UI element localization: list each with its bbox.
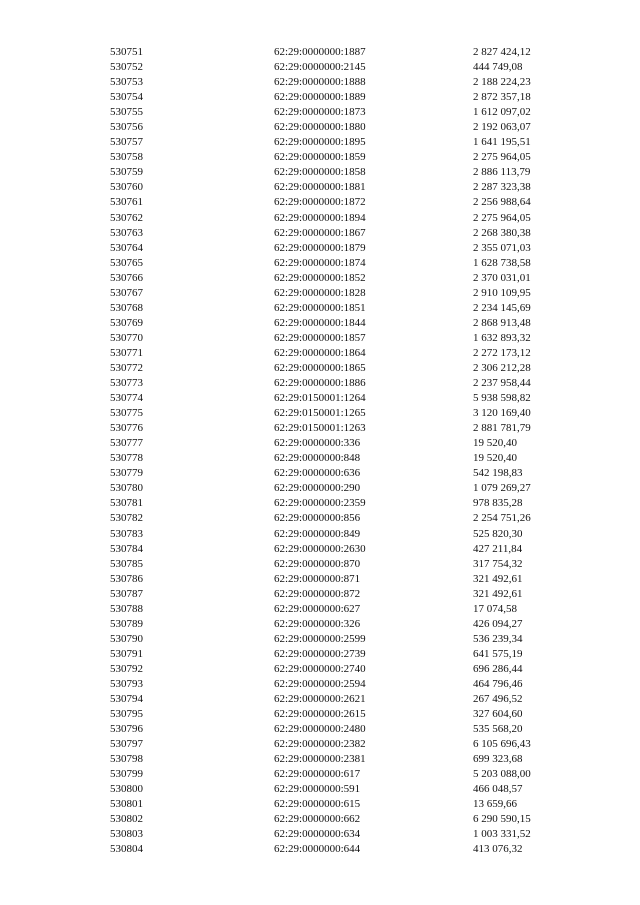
cadastral-value: 696 286,44 (473, 662, 523, 675)
cadastral-number: 62:29:0000000:871 (274, 572, 361, 585)
cadastral-number: 62:29:0000000:2630 (274, 542, 366, 555)
row-number: 530801 (110, 798, 143, 811)
cadastral-value: 327 604,60 (473, 708, 523, 721)
table-body (110, 45, 573, 858)
cadastral-value: 317 754,32 (473, 557, 523, 570)
row-number: 530757 (110, 136, 143, 149)
cadastral-value: 2 256 988,64 (473, 196, 531, 209)
cadastral-value: 2 306 212,28 (473, 361, 531, 374)
cadastral-value: 699 323,68 (473, 753, 523, 766)
cadastral-number: 62:29:0000000:1857 (274, 331, 366, 344)
cadastral-value: 1 628 738,58 (473, 256, 531, 269)
row-number: 530754 (110, 91, 143, 104)
cadastral-value: 2 881 781,79 (473, 422, 531, 435)
cadastral-number: 62:29:0000000:2381 (274, 753, 366, 766)
table-row (110, 782, 573, 797)
row-number: 530792 (110, 662, 143, 675)
table-row (110, 90, 573, 105)
cadastral-value: 2 287 323,38 (473, 181, 531, 194)
table-row (110, 135, 573, 150)
cadastral-number: 62:29:0000000:1874 (274, 256, 366, 269)
row-number: 530758 (110, 151, 143, 164)
cadastral-number: 62:29:0000000:1851 (274, 301, 366, 314)
cadastral-number: 62:29:0000000:1859 (274, 151, 366, 164)
table-row (110, 316, 573, 331)
table-row (110, 496, 573, 511)
cadastral-value: 444 749,08 (473, 61, 523, 74)
table-row (110, 842, 573, 857)
cadastral-value: 2 355 071,03 (473, 241, 531, 254)
cadastral-number: 62:29:0000000:2594 (274, 677, 366, 690)
cadastral-number: 62:29:0150001:1264 (274, 392, 366, 405)
cadastral-value: 978 835,28 (473, 497, 523, 510)
table-row (110, 391, 573, 406)
cadastral-value: 2 268 380,38 (473, 226, 531, 239)
cadastral-number: 62:29:0000000:591 (274, 783, 361, 796)
row-number: 530786 (110, 572, 143, 585)
cadastral-value: 321 492,61 (473, 572, 523, 585)
row-number: 530764 (110, 241, 143, 254)
table-row (110, 707, 573, 722)
cadastral-number: 62:29:0000000:634 (274, 828, 361, 841)
cadastral-number: 62:29:0000000:870 (274, 557, 361, 570)
row-number: 530804 (110, 843, 143, 856)
cadastral-number: 62:29:0000000:1888 (274, 76, 366, 89)
table-row (110, 271, 573, 286)
cadastral-value: 427 211,84 (473, 542, 523, 555)
row-number: 530769 (110, 316, 143, 329)
table-row (110, 722, 573, 737)
cadastral-number: 62:29:0000000:326 (274, 617, 361, 630)
table-row (110, 692, 573, 707)
table-row (110, 737, 573, 752)
row-number: 530788 (110, 602, 143, 615)
cadastral-number: 62:29:0150001:1265 (274, 407, 366, 420)
table-row (110, 226, 573, 241)
table-row (110, 436, 573, 451)
cadastral-number: 62:29:0000000:1895 (274, 136, 366, 149)
table-row (110, 451, 573, 466)
table-row (110, 767, 573, 782)
cadastral-number: 62:29:0000000:1889 (274, 91, 366, 104)
row-number: 530783 (110, 527, 143, 540)
cadastral-number: 62:29:0000000:1880 (274, 121, 366, 134)
row-number: 530798 (110, 753, 143, 766)
table-row (110, 150, 573, 165)
row-number: 530773 (110, 377, 143, 390)
row-number: 530752 (110, 61, 143, 74)
row-number: 530771 (110, 346, 143, 359)
row-number: 530791 (110, 647, 143, 660)
cadastral-number: 62:29:0000000:1872 (274, 196, 366, 209)
cadastral-value: 19 520,40 (473, 437, 517, 450)
table-row (110, 647, 573, 662)
row-number: 530803 (110, 828, 143, 841)
cadastral-number: 62:29:0000000:1887 (274, 46, 366, 58)
cadastral-number: 62:29:0000000:1844 (274, 316, 366, 329)
row-number: 530755 (110, 106, 143, 119)
row-number: 530775 (110, 407, 143, 420)
cadastral-value: 2 910 109,95 (473, 286, 531, 299)
row-number: 530800 (110, 783, 143, 796)
table-row (110, 256, 573, 271)
table-row (110, 361, 573, 376)
cadastral-number: 62:29:0000000:662 (274, 813, 361, 826)
cadastral-number: 62:29:0000000:2145 (274, 61, 366, 74)
cadastral-value: 525 820,30 (473, 527, 523, 540)
cadastral-number: 62:29:0000000:1879 (274, 241, 366, 254)
cadastral-value: 2 872 357,18 (473, 91, 531, 104)
row-number: 530760 (110, 181, 143, 194)
row-number: 530763 (110, 226, 143, 239)
cadastral-value: 1 612 097,02 (473, 106, 531, 119)
cadastral-number: 62:29:0000000:2480 (274, 723, 366, 736)
row-number: 530770 (110, 331, 143, 344)
table-row (110, 421, 573, 436)
row-number: 530772 (110, 361, 143, 374)
cadastral-number: 62:29:0000000:2615 (274, 708, 366, 721)
row-number: 530778 (110, 452, 143, 465)
table-row (110, 827, 573, 842)
table-row (110, 587, 573, 602)
cadastral-value: 426 094,27 (473, 617, 523, 630)
cadastral-number: 62:29:0000000:2740 (274, 662, 366, 675)
cadastral-value: 641 575,19 (473, 647, 523, 660)
table-row (110, 45, 573, 60)
row-number: 530790 (110, 632, 143, 645)
cadastral-value: 1 079 269,27 (473, 482, 531, 495)
table-row (110, 105, 573, 120)
row-number: 530795 (110, 708, 143, 721)
table-row (110, 331, 573, 346)
cadastral-number: 62:29:0000000:2739 (274, 647, 366, 660)
table-row (110, 481, 573, 496)
table-row (110, 662, 573, 677)
table-row (110, 301, 573, 316)
cadastral-value: 2 886 113,79 (473, 166, 531, 179)
cadastral-value: 1 003 331,52 (473, 828, 531, 841)
cadastral-number: 62:29:0150001:1263 (274, 422, 366, 435)
table-row (110, 376, 573, 391)
cadastral-number: 62:29:0000000:627 (274, 602, 361, 615)
row-number: 530785 (110, 557, 143, 570)
cadastral-number: 62:29:0000000:617 (274, 768, 361, 781)
cadastral-value: 413 076,32 (473, 843, 523, 856)
row-number: 530762 (110, 211, 143, 224)
row-number: 530766 (110, 271, 143, 284)
cadastral-number: 62:29:0000000:1881 (274, 181, 366, 194)
row-number: 530776 (110, 422, 143, 435)
cadastral-value: 267 496,52 (473, 693, 523, 706)
table-row (110, 797, 573, 812)
table-row (110, 120, 573, 135)
cadastral-value: 464 796,46 (473, 677, 523, 690)
table-row (110, 511, 573, 526)
cadastral-number: 62:29:0000000:1852 (274, 271, 366, 284)
row-number: 530787 (110, 587, 143, 600)
cadastral-number: 62:29:0000000:1886 (274, 377, 366, 390)
cadastral-number: 62:29:0000000:872 (274, 587, 361, 600)
row-number: 530796 (110, 723, 143, 736)
cadastral-value: 6 290 590,15 (473, 813, 531, 826)
row-number: 530756 (110, 121, 143, 134)
cadastral-value: 535 568,20 (473, 723, 523, 736)
cadastral-number: 62:29:0000000:2621 (274, 693, 366, 706)
table-row (110, 632, 573, 647)
cadastral-number: 62:29:0000000:615 (274, 798, 361, 811)
cadastral-number: 62:29:0000000:2359 (274, 497, 366, 510)
cadastral-value: 2 254 751,26 (473, 512, 531, 525)
row-number: 530799 (110, 768, 143, 781)
cadastral-value: 5 203 088,00 (473, 768, 531, 781)
row-number: 530802 (110, 813, 143, 826)
cadastral-value: 13 659,66 (473, 798, 517, 811)
row-number: 530767 (110, 286, 143, 299)
cadastral-value: 2 827 424,12 (473, 46, 531, 58)
table-row (110, 75, 573, 90)
table-row (110, 60, 573, 75)
row-number: 530794 (110, 693, 143, 706)
cadastral-value: 2 272 173,12 (473, 346, 531, 359)
cadastral-number: 62:29:0000000:290 (274, 482, 361, 495)
cadastral-value: 1 632 893,32 (473, 331, 531, 344)
cadastral-number: 62:29:0000000:1858 (274, 166, 366, 179)
cadastral-value: 321 492,61 (473, 587, 523, 600)
cadastral-value: 466 048,57 (473, 783, 523, 796)
cadastral-value: 6 105 696,43 (473, 738, 531, 751)
table-row (110, 241, 573, 256)
row-number: 530780 (110, 482, 143, 495)
table-row (110, 677, 573, 692)
cadastral-number: 62:29:0000000:636 (274, 467, 361, 480)
cadastral-value: 17 074,58 (473, 602, 517, 615)
cadastral-number: 62:29:0000000:1865 (274, 361, 366, 374)
cadastral-number: 62:29:0000000:1867 (274, 226, 366, 239)
table-row (110, 180, 573, 195)
row-number: 530777 (110, 437, 143, 450)
table-row (110, 572, 573, 587)
cadastral-value: 2 188 224,23 (473, 76, 531, 89)
cadastral-number: 62:29:0000000:1864 (274, 346, 366, 359)
cadastral-number: 62:29:0000000:336 (274, 437, 361, 450)
table-row (110, 617, 573, 632)
table-row (110, 542, 573, 557)
table-row (110, 466, 573, 481)
row-number: 530759 (110, 166, 143, 179)
cadastral-value: 2 192 063,07 (473, 121, 531, 134)
cadastral-number: 62:29:0000000:2599 (274, 632, 366, 645)
table-row (110, 406, 573, 421)
row-number: 530751 (110, 46, 143, 58)
row-number: 530782 (110, 512, 143, 525)
row-number: 530784 (110, 542, 143, 555)
cadastral-value: 19 520,40 (473, 452, 517, 465)
table-row (110, 602, 573, 617)
table-row (110, 211, 573, 226)
cadastral-value: 1 641 195,51 (473, 136, 531, 149)
cadastral-value-table (110, 45, 573, 858)
row-number: 530768 (110, 301, 143, 314)
row-number: 530797 (110, 738, 143, 751)
cadastral-number: 62:29:0000000:644 (274, 843, 361, 856)
cadastral-number: 62:29:0000000:1873 (274, 106, 366, 119)
table-row (110, 752, 573, 767)
row-number: 530781 (110, 497, 143, 510)
cadastral-value: 2 275 964,05 (473, 211, 531, 224)
cadastral-value: 2 234 145,69 (473, 301, 531, 314)
cadastral-value: 542 198,83 (473, 467, 523, 480)
cadastral-value: 2 868 913,48 (473, 316, 531, 329)
cadastral-number: 62:29:0000000:2382 (274, 738, 366, 751)
cadastral-value: 5 938 598,82 (473, 392, 531, 405)
cadastral-value: 2 370 031,01 (473, 271, 531, 284)
cadastral-number: 62:29:0000000:1828 (274, 286, 366, 299)
row-number: 530753 (110, 76, 143, 89)
table-row (110, 812, 573, 827)
table-row (110, 557, 573, 572)
cadastral-value: 3 120 169,40 (473, 407, 531, 420)
row-number: 530793 (110, 677, 143, 690)
row-number: 530761 (110, 196, 143, 209)
row-number: 530774 (110, 392, 143, 405)
cadastral-number: 62:29:0000000:849 (274, 527, 361, 540)
cadastral-value: 2 275 964,05 (473, 151, 531, 164)
cadastral-value: 536 239,34 (473, 632, 523, 645)
row-number: 530789 (110, 617, 143, 630)
cadastral-number: 62:29:0000000:1894 (274, 211, 366, 224)
table-row (110, 527, 573, 542)
table-row (110, 195, 573, 210)
table-row (110, 286, 573, 301)
table-row (110, 346, 573, 361)
row-number: 530779 (110, 467, 143, 480)
table-row (110, 165, 573, 180)
cadastral-value: 2 237 958,44 (473, 377, 531, 390)
cadastral-number: 62:29:0000000:856 (274, 512, 361, 525)
row-number: 530765 (110, 256, 143, 269)
cadastral-number: 62:29:0000000:848 (274, 452, 361, 465)
